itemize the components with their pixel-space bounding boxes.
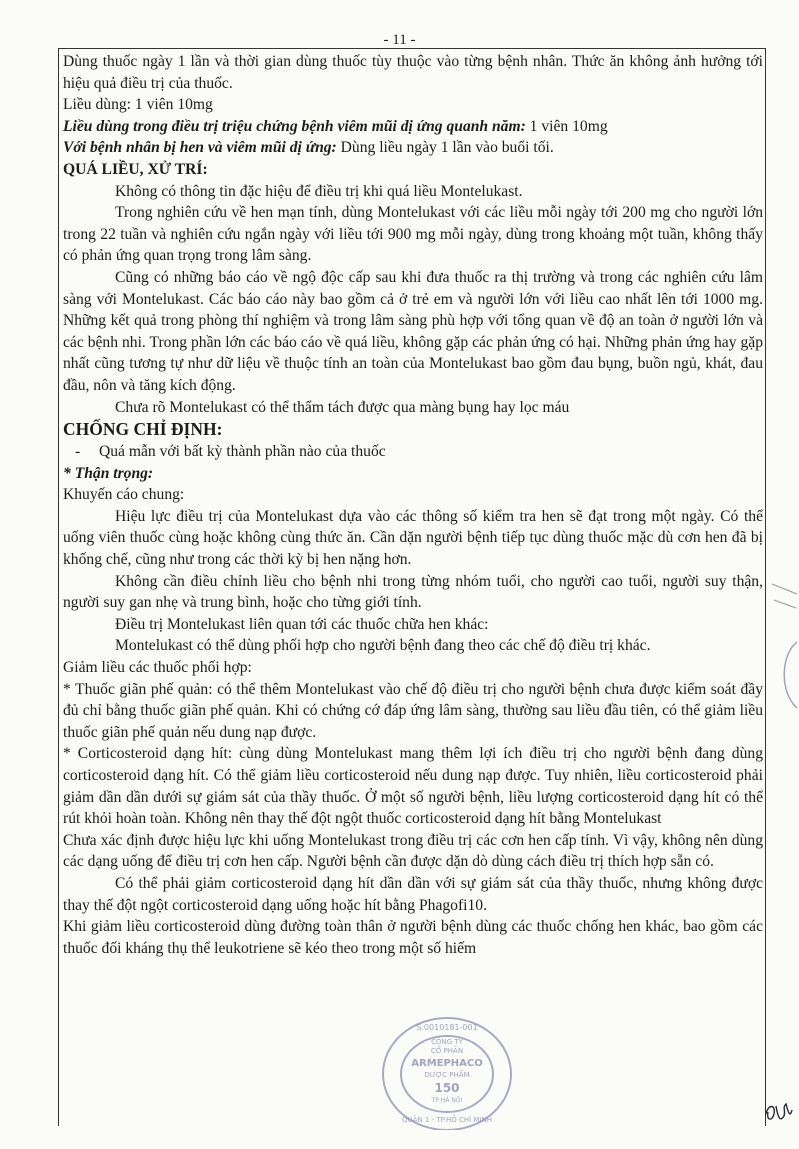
paragraph-rhinitis-dose: Liều dùng trong điều trị triệu chứng bệnh viêm mũi dị ứng quanh năm: 1 viên 10mg — [63, 117, 608, 135]
stamp-number: 150 — [434, 1081, 460, 1095]
paragraph-asthma-rhinitis-dose: Với bệnh nhân bị hen và viêm mũi dị ứng: Dùng liều ngày 1 lần vào buổi tối. — [63, 139, 554, 157]
subheading-precautions: * Thận trọng: — [63, 464, 154, 482]
paragraph-reduce-corticosteroid: Có thể phải giảm corticosteroid dạng hít dần dần với sự giám sát của thầy thuốc, nhưng không được thay thế đột ngột corticosteroid dạng uống hoặc hít bằng Phagofi10. — [63, 874, 763, 914]
heading-contraindications: CHỐNG CHỈ ĐỊNH: — [63, 419, 223, 440]
stamp-brand: ARMEPHACO — [411, 1058, 483, 1069]
paragraph-no-dose-adjustment: Không cần điều chỉnh liều cho bệnh nhi trong từng nhóm tuổi, cho người cao tuổi, người suy thận, người suy gan nhẹ và trung bình, hoặc cho từng giới tính. — [63, 572, 763, 612]
document-body — [63, 51, 763, 959]
stamp-district: QUẬN 1 - TP.HỒ CHÍ MINH — [402, 1116, 492, 1124]
paragraph-acute-poisoning: Cũng có những báo cáo về ngộ độc cấp sau khi đưa thuốc ra thị trường và trong các nghiên cứu lâm sàng với Montelukast. Các báo cáo này bao gồm cả ở trẻ em và người lớn với liều cao nhất lên tới 1000 mg. Những kết quả trong phòng thí nghiệm và trong lâm sàng phù hợp với tổng quan về độ an toàn ở người lớn và các bệnh nhi. Trong phần lớn các báo cáo về quá liều, không gặp các phản ứng có hại. Những phản ứng hay gặp nhất cũng tương tự như dữ liệu về thuộc tính an toàn của Montelukast bao gồm đau bụng, buồn ngủ, khát, đau đầu, nôn và tăng kích động. — [63, 268, 763, 394]
paragraph-combination: Montelukast có thể dùng phối hợp cho người bệnh đang theo các chế độ điều trị khác. — [115, 637, 651, 655]
paragraph-dosage-timing: Dùng thuốc ngày 1 lần và thời gian dùng thuốc tùy thuộc vào từng bệnh nhân. Thức ăn không ảnh hưởng tới hiệu quả điều trị của thuốc. — [63, 53, 763, 92]
stamp-pharma: DƯỢC PHẨM — [424, 1071, 470, 1079]
paragraph-dialysis: Chưa rõ Montelukast có thể thẩm tách được qua màng bụng hay lọc máu — [115, 398, 570, 416]
paragraph-bronchodilators: * Thuốc giãn phế quản: có thể thêm Montelukast vào chế độ điều trị cho người bệnh chưa được kiểm soát đầy đủ chỉ bằng thuốc giãn phế quản. Khi có chứng cớ đáp ứng lâm sàng, thường sau liều đầu tiên, có thể giảm liều thuốc giãn phế quản nếu dung nạp được. — [63, 680, 763, 741]
edge-stamp-fragment — [775, 640, 799, 710]
page-number: - 11 - — [383, 32, 416, 48]
bullet-hypersensitivity: - Quá mẫn với bất kỳ thành phần nào của thuốc — [75, 443, 386, 461]
stamp-company: CÔNG TY — [431, 1038, 463, 1046]
paragraph-general-recommendation: Khuyến cáo chung: — [63, 486, 185, 504]
handwritten-initials-mark — [762, 1092, 796, 1126]
rhinitis-dose-label: Liều dùng trong điều trị triệu chứng bệnh viêm mũi dị ứng quanh năm: — [63, 117, 526, 135]
paragraph-other-asthma-drugs: Điều trị Montelukast liên quan tới các thuốc chữa hen khác: — [115, 615, 489, 633]
edge-scan-mark — [770, 580, 799, 620]
paragraph-reduce-doses: Giảm liều các thuốc phối hợp: — [63, 659, 252, 677]
stamp-registration: S.0010181-001 — [416, 1023, 478, 1032]
paragraph-overdose-info: Không có thông tin đặc hiệu để điều trị khi quá liều Montelukast. — [115, 182, 523, 200]
stamp-city: TP HÀ NỘI — [431, 1097, 463, 1104]
heading-overdose: QUÁ LIỀU, XỬ TRÍ: — [63, 160, 208, 178]
paragraph-chronic-asthma-study: Trong nghiên cứu về hen mạn tính, dùng Montelukast với các liều mỗi ngày tới 200 mg cho người lớn trong 22 tuần và nghiên cứu ngắn ngày với liều tới 900 mg mỗi ngày, dùng trong khoảng một tuần, không thấy có phản ứng quan trọng trong lâm sàng. — [63, 204, 763, 265]
paragraph-acute-attacks: Chưa xác định được hiệu lực khi uống Montelukast trong điều trị các cơn hen cấp tính. Vì vậy, không nên dùng các dạng uống để điều trị cơn hen cấp. Người bệnh cần được dặn dò dùng cách điều trị thích hợp sẵn có. — [63, 831, 763, 871]
stamp-joint-stock: CỔ PHẦN — [430, 1047, 464, 1055]
asthma-rhinitis-label: Với bệnh nhân bị hen và viêm mũi dị ứng: — [63, 139, 337, 157]
paragraph-inhaled-corticosteroid: * Corticosteroid dạng hít: cùng dùng Montelukast mang thêm lợi ích điều trị cho người bệnh đang dùng corticosteroid dạng hít. Có thể giảm liều corticosteroid nếu dung nạp được. Tuy nhiên, liều corticosteroid phải giảm dần dần dưới sự giám sát của thầy thuốc. Ở một số người bệnh, liều lượng corticosteroid dạng hít có thể rút khỏi hoàn toàn. Không nên thay thế đột ngột thuốc corticosteroid dạng hít bằng Montelukast — [63, 745, 763, 828]
paragraph-dose: Liều dùng: 1 viên 10mg — [63, 96, 213, 114]
company-stamp — [372, 1012, 522, 1130]
paragraph-systemic-corticosteroid: Khi giảm liều corticosteroid dùng đường toàn thân ở người bệnh dùng các thuốc chống hen khác, bao gồm các thuốc đối kháng thụ thể leukotriene sẽ kéo theo trong một số hiếm — [63, 918, 763, 957]
paragraph-efficacy: Hiệu lực điều trị của Montelukast dựa vào các thông số kiểm tra hen sẽ đạt trong một ngày. Có thể uống viên thuốc cùng hoặc không cùng thức ăn. Cần dặn người bệnh tiếp tục dùng thuốc mặc dù cơn hen đã bị khống chế, cũng như trong các thời kỳ bị hen nặng hơn. — [63, 507, 763, 569]
